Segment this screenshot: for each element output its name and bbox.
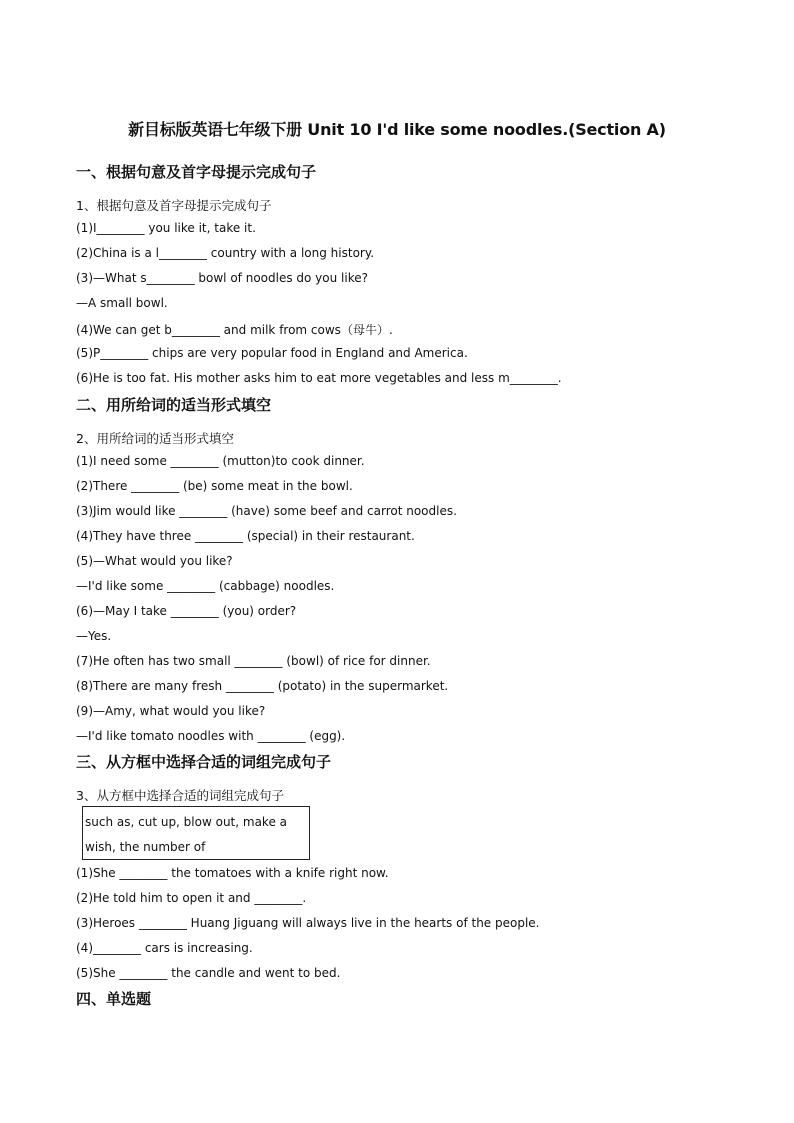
question-line: (3)—What s________ bowl of noodles do you like?	[76, 271, 368, 285]
question-line: (5)P________ chips are very popular food in England and America.	[76, 346, 468, 360]
question-line: (1)I________ you like it, take it.	[76, 221, 256, 235]
answer-line: —Yes.	[76, 629, 112, 643]
word-bank-line: such as, cut up, blow out, make a	[85, 815, 288, 829]
question-line: (9)—Amy, what would you like?	[76, 704, 266, 718]
question-line: (4)________ cars is increasing.	[76, 941, 253, 955]
question-line: (2)There ________ (be) some meat in the bowl.	[76, 479, 353, 493]
page-title: 新目标版英语七年级下册 Unit 10 I'd like some noodles.(Section A)	[128, 120, 666, 139]
word-bank-line: wish, the number of	[85, 840, 206, 854]
question-line: (1)I need some ________ (mutton)to cook dinner.	[76, 454, 365, 468]
question-line: (5)She ________ the candle and went to bed.	[76, 966, 341, 980]
answer-line: —I'd like tomato noodles with ________ (egg).	[76, 729, 346, 743]
section-2-heading: 二、用所给词的适当形式填空	[76, 396, 272, 414]
question-line: (2)He told him to open it and ________.	[76, 891, 307, 905]
section-2-subheading: 2、用所给词的适当形式填空	[76, 431, 234, 446]
question-line: (1)She ________ the tomatoes with a knife right now.	[76, 866, 389, 880]
word-bank-box	[82, 806, 310, 860]
question-line: (7)He often has two small ________ (bowl) of rice for dinner.	[76, 654, 431, 668]
section-1-subheading: 1、根据句意及首字母提示完成句子	[76, 198, 272, 213]
answer-line: —I'd like some ________ (cabbage) noodles.	[76, 579, 335, 593]
question-line: (4)We can get b________ and milk from cows（母牛）.	[76, 323, 393, 337]
question-line: (3)Heroes ________ Huang Jiguang will always live in the hearts of the people.	[76, 916, 540, 930]
section-3-subheading: 3、从方框中选择合适的词组完成句子	[76, 788, 284, 803]
section-3-heading: 三、从方框中选择合适的词组完成句子	[76, 753, 332, 771]
question-line: (6)—May I take ________ (you) order?	[76, 604, 297, 618]
question-line: (8)There are many fresh ________ (potato) in the supermarket.	[76, 679, 449, 693]
question-line: (3)Jim would like ________ (have) some beef and carrot noodles.	[76, 504, 457, 518]
question-line: (5)—What would you like?	[76, 554, 233, 568]
answer-line: —A small bowl.	[76, 296, 168, 310]
question-line: (6)He is too fat. His mother asks him to eat more vegetables and less m________.	[76, 371, 562, 385]
question-line: (4)They have three ________ (special) in their restaurant.	[76, 529, 415, 543]
section-1-heading: 一、根据句意及首字母提示完成句子	[76, 163, 317, 181]
question-line: (2)China is a l________ country with a long history.	[76, 246, 375, 260]
section-4-heading: 四、单选题	[76, 990, 152, 1008]
